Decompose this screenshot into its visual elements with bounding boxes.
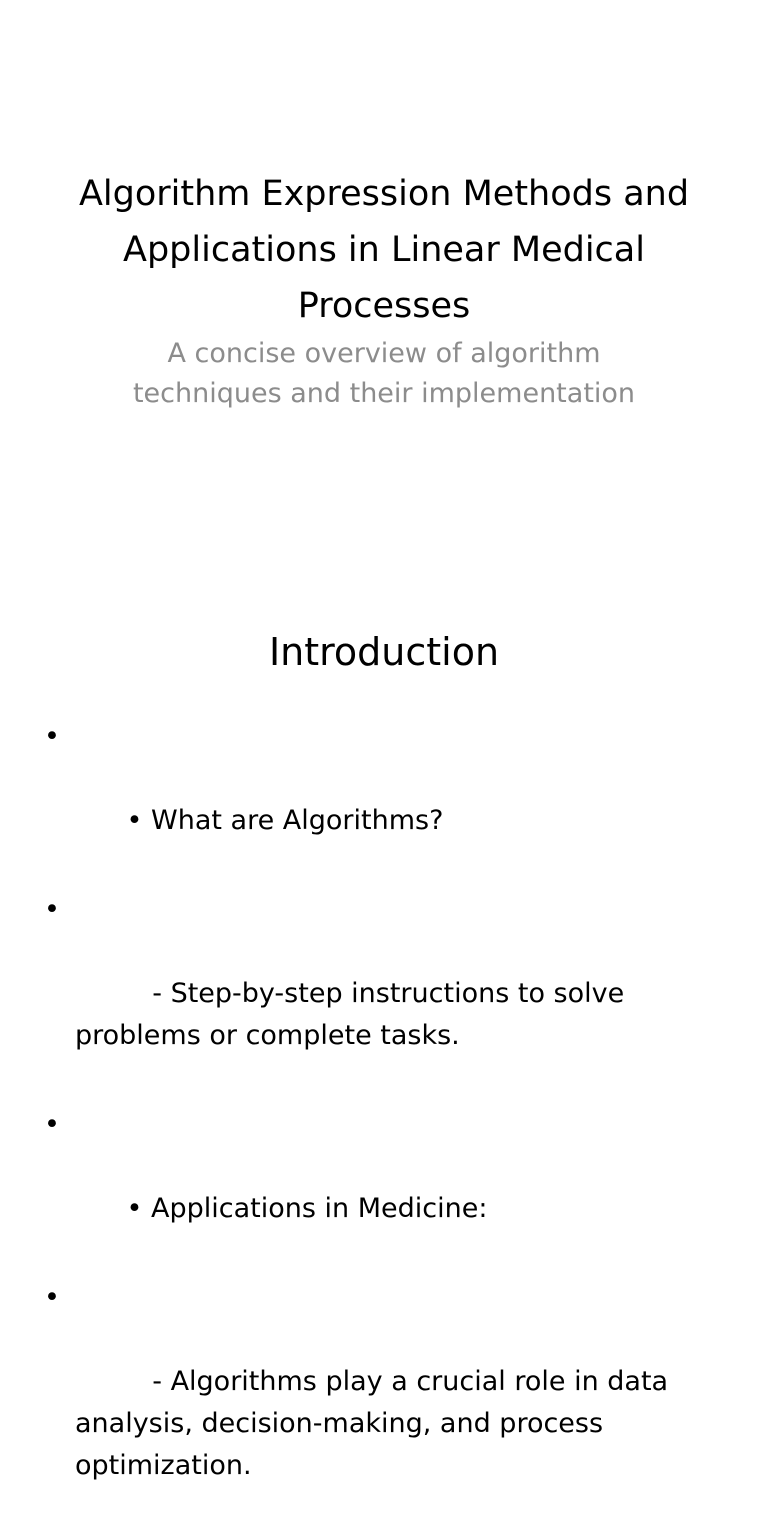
bullet-marker: • — [44, 721, 60, 752]
introduction-slide — [0, 576, 768, 1481]
bullet-marker: • — [44, 1109, 60, 1140]
bullet-item — [0, 1277, 768, 1529]
bullet-marker: • — [44, 1282, 60, 1313]
presentation-subtitle: A concise overview of algorithm techniques and their implementation — [132, 338, 636, 409]
title-block — [60, 166, 708, 334]
bullet-text: - Step-by-step instructions to solve problems or complete tasks. — [75, 978, 633, 1051]
bullet-text: • Applications in Medicine: — [126, 1193, 488, 1224]
bullet-item — [0, 889, 768, 1099]
presentation-title: Algorithm Expression Methods and Applications in Linear Medical Processes — [78, 174, 690, 326]
title-slide — [0, 0, 768, 576]
bullet-list — [0, 716, 768, 1534]
bullet-item — [0, 1104, 768, 1272]
bullet-text: - Algorithms play a crucial role in data analysis, decision-making, and process optimization. — [75, 1366, 677, 1481]
bullet-marker: • — [44, 894, 60, 925]
bullet-text: • What are Algorithms? — [126, 805, 444, 836]
bullet-item — [0, 716, 768, 884]
slide-title: Introduction — [268, 630, 500, 674]
